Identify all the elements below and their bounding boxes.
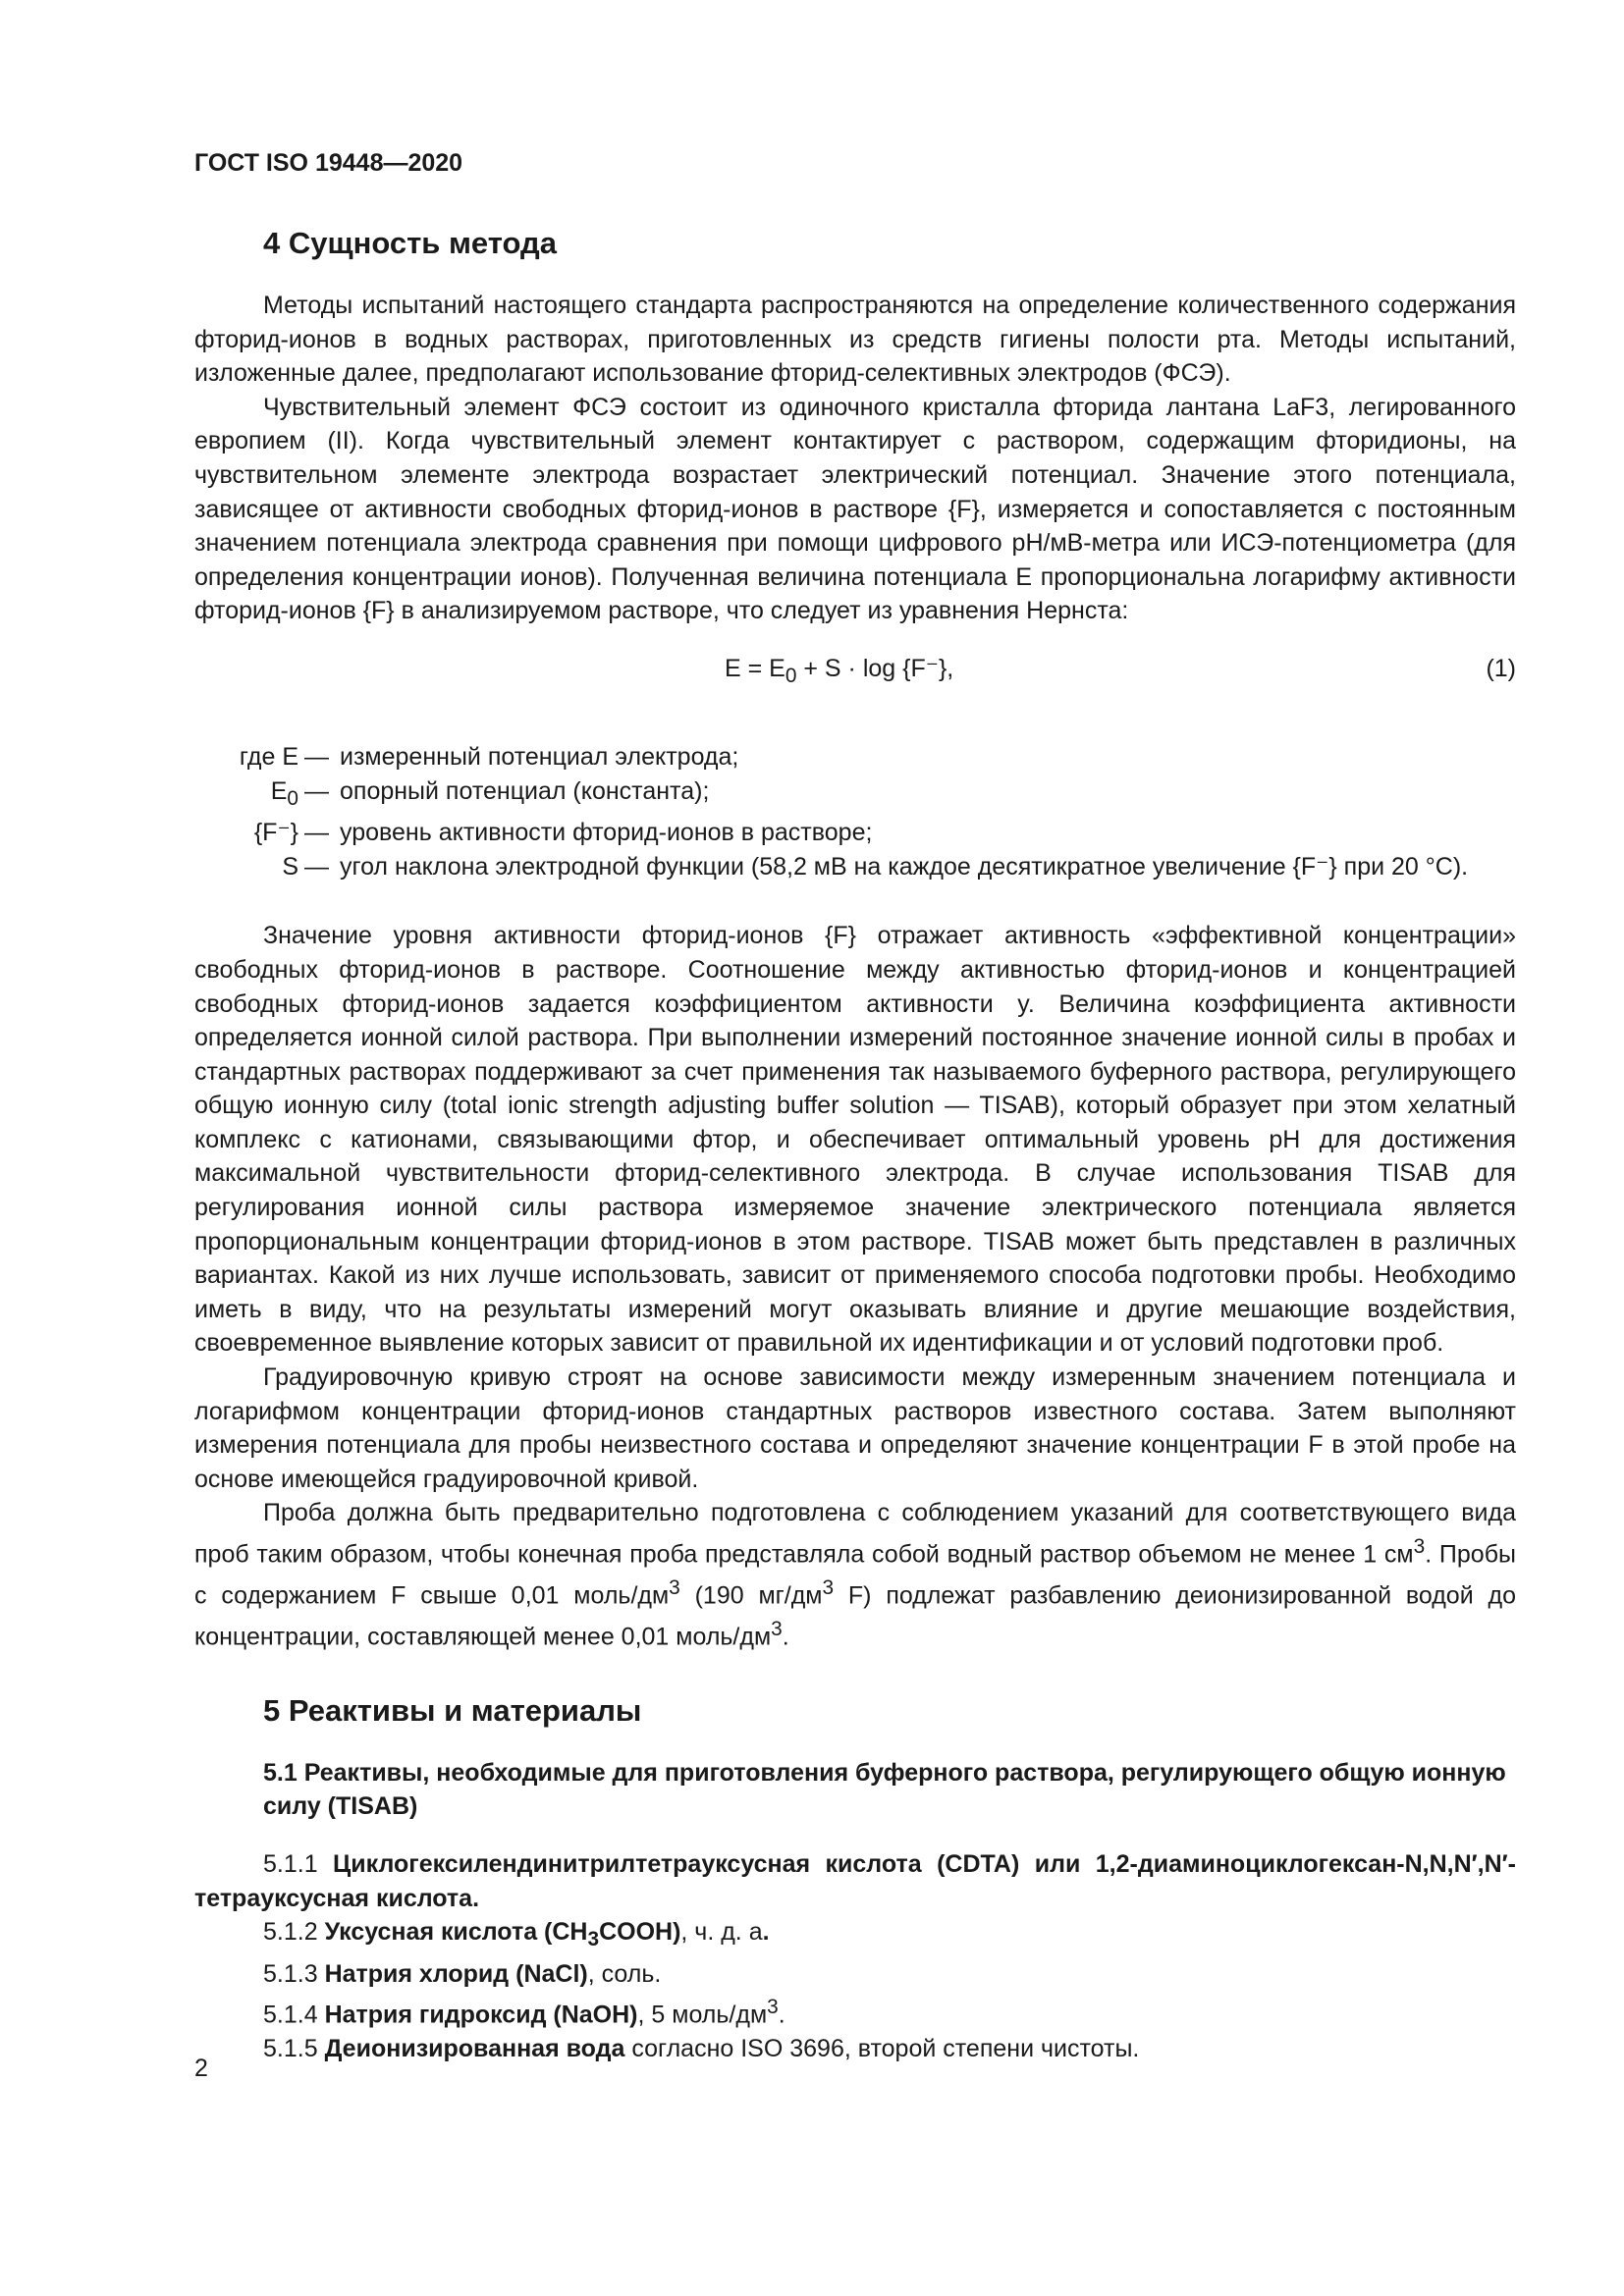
superscript: 3 bbox=[1413, 1535, 1426, 1558]
formula-block bbox=[194, 644, 1516, 701]
superscript: 3 bbox=[669, 1575, 680, 1599]
item-number: 5.1.1 bbox=[263, 1849, 334, 1878]
formula bbox=[725, 652, 953, 694]
page-number: 2 bbox=[194, 2055, 208, 2082]
list-item bbox=[194, 1847, 1516, 1915]
formula-lhs: E = E bbox=[725, 654, 785, 682]
paragraph: Методы испытаний настоящего стандарта распространяются на определение количественного содержания фторид-ионов в водных растворах, приготовленных из средств гигиены полости рта. Методы испытаний, изложенные далее, предполагают использование фторид-селективных электродов (ФСЭ). bbox=[194, 292, 1516, 388]
legend-description: угол наклона электродной функции (58,2 мВ на каждое десятикратное увеличение {F⁻} при 20 °C). bbox=[340, 852, 1469, 881]
legend-description: измеренный потенциал электрода; bbox=[340, 742, 739, 771]
section-5-title: 5 Реактивы и материалы bbox=[263, 1692, 642, 1728]
legend-dash: — bbox=[304, 819, 329, 847]
text-run: (190 мг/дм bbox=[679, 1581, 823, 1610]
legend-description: опорный потенциал (константа); bbox=[340, 776, 710, 805]
legend-list bbox=[194, 740, 1516, 883]
text-run: COOH) bbox=[599, 1918, 681, 1947]
superscript: 3 bbox=[767, 1996, 779, 2019]
section-4-title: 4 Сущность метода bbox=[263, 226, 557, 260]
list-item bbox=[263, 1915, 1516, 1957]
legend-dash: — bbox=[304, 852, 329, 881]
legend-symbol bbox=[194, 774, 304, 817]
superscript: 3 bbox=[771, 1617, 783, 1640]
legend-description: уровень активности фторид-ионов в растворе; bbox=[340, 819, 873, 847]
item-text: , ч. д. а bbox=[680, 1918, 763, 1947]
legend-dash: — bbox=[304, 742, 329, 771]
item-term: Натрия гидроксид (NaOH) bbox=[324, 2001, 638, 2029]
legend-dash: — bbox=[304, 776, 329, 805]
page-content bbox=[194, 224, 1516, 2066]
list-item bbox=[263, 1957, 1516, 1992]
item-term: Деионизированная вода bbox=[324, 2035, 625, 2063]
text-run: . bbox=[782, 1623, 789, 1651]
formula-number: (1) bbox=[1486, 654, 1516, 682]
item-number: 5.1.3 bbox=[263, 1959, 325, 1988]
item-number: 5.1.4 bbox=[263, 2001, 325, 2029]
list-item bbox=[263, 1991, 1516, 2032]
paragraph bbox=[194, 1496, 1516, 1653]
list-item bbox=[263, 2032, 1516, 2066]
legend-symbol-base: E bbox=[270, 776, 288, 805]
item-term bbox=[324, 1918, 681, 1951]
formula-rhs: + S · log {F⁻}, bbox=[796, 654, 954, 682]
legend-row bbox=[194, 774, 1516, 817]
legend-row bbox=[194, 740, 1516, 774]
paragraph: Значение уровня активности фторид-ионов {F} отражает активность «эффективной концентрации» свободных фторид-ионов в растворе. Соотношение между активностью фторид-ионов и концентрацией свободных фторид-ионов задается коэффициентом активности y. Величина коэффициента активности определяется ионной силой раствора. При выполнении измерений постоянное значение ионной силы в пробах и стандартных растворах поддерживают за счет применения так называемого буферного раствора, регулирующего общую ионную силу (total ionic strength adjusting buffer solution — TISAB), который образует при этом хелатный комплекс с катионами, связывающими фтор, и обеспечивает оптимальный уровень pH для достижения максимальной чувствительности фторид-селективного электрода. В случае использования TISAB для регулирования ионной силы раствора измеряемое значение электрического потенциала является пропорциональным концентрации фторид-ионов в этом растворе. TISAB может быть представлен в различных вариантах. Какой из них лучше использовать, зависит от применяемого способа подготовки пробы. Необходимо иметь в виду, что на результаты измерений могут оказывать влияние и другие мешающие воздействия, своевременное выявление которых зависит от правильной их идентификации и от условий подготовки проб. bbox=[194, 922, 1516, 1358]
item-end: . bbox=[778, 2001, 785, 2029]
item-text: согласно ISO 3696, второй степени чистоты. bbox=[624, 2035, 1140, 2063]
item-term: Натрия хлорид (NaCl) bbox=[324, 1959, 588, 1988]
legend-symbol: {F⁻} bbox=[253, 819, 298, 847]
item-end: . bbox=[762, 1918, 770, 1947]
legend-symbol: где E bbox=[239, 742, 298, 771]
legend-symbol-subscript: 0 bbox=[287, 786, 298, 810]
item-number: 5.1.5 bbox=[263, 2035, 325, 2063]
text-run: Проба должна быть предварительно подготовлена с соблюдением указаний для соответствующего вида проб таким образом, чтобы конечная проба представляла собой водный раствор объемом не менее 1 см bbox=[194, 1499, 1516, 1569]
text-run: . Пробы с содержанием F свыше 0,01 моль/дм bbox=[194, 1540, 1516, 1610]
superscript: 3 bbox=[822, 1575, 835, 1599]
subscript: 3 bbox=[587, 1928, 600, 1951]
legend-row bbox=[194, 850, 1516, 884]
item-number: 5.1.2 bbox=[263, 1918, 325, 1947]
text-run: F) подлежат разбавлению деионизированной водой до концентрации, составляющей менее 0,01 моль/дм bbox=[194, 1581, 1516, 1651]
legend-row bbox=[194, 816, 1516, 850]
item-term: Циклогексилендинитрилтетрауксусная кислота (CDTA) или 1,2-диаминоциклогексан-N,N,N′,N′-тетрауксусная кислота. bbox=[194, 1849, 1516, 1912]
legend-symbol: S bbox=[282, 852, 298, 881]
text-run: Уксусная кислота (CH bbox=[324, 1918, 588, 1947]
item-text: , соль. bbox=[587, 1959, 662, 1988]
paragraph: Чувствительный элемент ФСЭ состоит из одиночного кристалла фторида лантана LaF3, легированного европием (II). Когда чувствительный элемент контактирует с раствором, содержащим фторидионы, на чувствительном элементе электрода возрастает электрический потенциал. Значение этого потенциала, зависящее от активности свободных фторид-ионов в растворе {F}, измеряется и сопоставляется с постоянным значением потенциала электрода сравнения при помощи цифрового pH/мВ-метра или ИСЭ-потенциометра (для определения концентрации ионов). Полученная величина потенциала E пропорциональна логарифму активности фторид-ионов {F} в анализируемом растворе, что следует из уравнения Нернста: bbox=[194, 393, 1516, 625]
formula-subscript: 0 bbox=[785, 664, 797, 687]
item-text: , 5 моль/дм bbox=[637, 2001, 768, 2029]
document-header: ГОСТ ISO 19448—2020 bbox=[194, 149, 463, 177]
subsection-5-1-title: 5.1 Реактивы, необходимые для приготовления буферного раствора, регулирующего общую ионную силу (TISAB) bbox=[263, 1758, 1506, 1821]
paragraph: Градуировочную кривую строят на основе зависимости между измеренным значением потенциала и логарифмом концентрации фторид-ионов стандартных растворов известного состава. Затем выполняют измерения потенциала для пробы неизвестного состава и определяют значение концентрации F в этой пробе на основе имеющейся градуировочной кривой. bbox=[194, 1363, 1516, 1493]
